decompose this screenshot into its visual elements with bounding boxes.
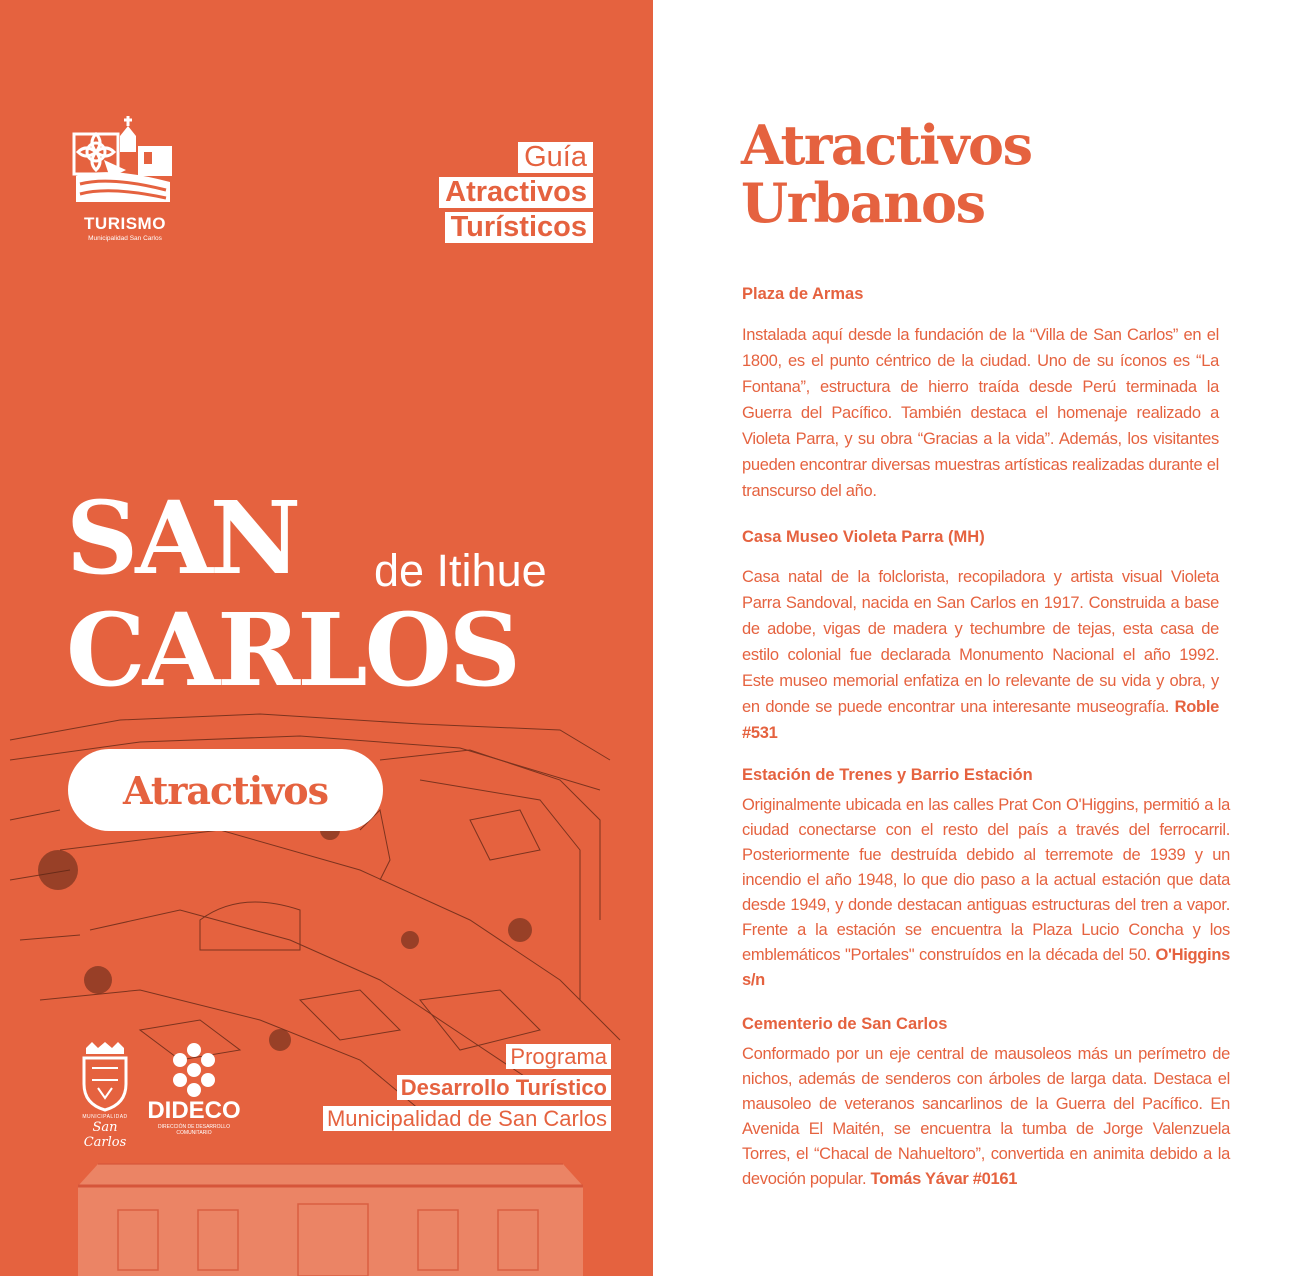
municipal-crest-icon (70, 1040, 140, 1112)
dideco-label (144, 1098, 244, 1136)
building-illustration (78, 1160, 583, 1276)
guide-label-stack (293, 142, 593, 247)
attraction-address: Roble #531 (742, 698, 1219, 742)
attraction-description (742, 793, 1230, 993)
turismo-brand: TURISMO (84, 214, 166, 233)
turismo-logo-icon (70, 112, 180, 212)
attraction-name: Cementerio de San Carlos (742, 1015, 948, 1033)
attraction-plaza-de-armas (742, 283, 1219, 504)
attraction-address: O'Higgins s/n (742, 946, 1230, 989)
cover-panel (0, 0, 653, 1276)
attraction-name: Estación de Trenes y Barrio Estación (742, 766, 1033, 784)
attraction-cementerio (742, 1013, 1230, 1192)
turismo-logo (70, 112, 180, 242)
attraction-description (742, 564, 1219, 746)
program-line-1: Programa (506, 1044, 611, 1069)
municipalidad-label (70, 1114, 140, 1150)
attraction-description (742, 322, 1219, 504)
attraction-text: Conformado por un eje central de mausoleos más un perímetro de nichos, además de senderos con árboles de larga data. Destaca el mausoleo de veteranos sancarlinos de la Guerra del Pacífico. En Avenida El Maitén, se encuentra la tumba de Jorge Valenzuela Torres, el “Chacal de Nahueltoro”, convertida en animita debido a la devoción popular. (742, 1045, 1230, 1188)
dideco-sub-1: DIRECCIÓN DE DESARROLLO (158, 1124, 230, 1130)
attraction-address: Tomás Yávar #0161 (870, 1170, 1018, 1188)
attraction-estacion-trenes (742, 764, 1230, 993)
attraction-name: Casa Museo Violeta Parra (MH) (742, 528, 985, 546)
guide-line-3: Turísticos (445, 212, 593, 243)
section-title-line-1: Atractivos (741, 113, 1032, 177)
attraction-text: Casa natal de la folclorista, recopiladora y artista visual Violeta Parra Sandoval, nacida en San Carlos en 1917. Construida a base de adobe, vigas de madera y techumbre de tejas, esta casa de estilo colonial fue declarada Monumento Nacional el año 1992. Este museo memorial enfatiza en lo relevante de su vida y obra, y en donde se puede encontrar una interesante museografía. (742, 568, 1219, 716)
title-carlos: CARLOS (66, 591, 518, 709)
attraction-text: Instalada aquí desde la fundación de la “Villa de San Carlos” en el 1800, es el punto céntrico de la ciudad. Uno de su íconos es “La Fontana”, estructura de hierro traída desde Perú terminada la Guerra del Pacífico. También destaca el homenaje realizado a Violeta Parra, y su obra “Gracias a la vida”. Además, los visitantes pueden encontrar diversas muestras artísticas realizadas durante el transcurso del año. (742, 326, 1219, 500)
dideco-name: DIDECO (147, 1097, 241, 1124)
dideco-hexagon-icon (164, 1042, 224, 1098)
municipalidad-script: San Carlos (83, 1120, 127, 1150)
attraction-description (742, 1042, 1230, 1192)
attraction-casa-museo (742, 526, 1219, 746)
title-de-itihue: de Itihue (374, 545, 547, 596)
turismo-subtitle: Municipalidad San Carlos (88, 235, 162, 242)
title-san: SAN (66, 479, 299, 597)
section-title-line-2: Urbanos (741, 171, 985, 235)
guide-line-2: Atractivos (439, 177, 593, 208)
guide-line-1: Guía (518, 142, 593, 173)
program-line-2: Desarrollo Turístico (397, 1075, 611, 1100)
program-label-stack (251, 1044, 611, 1137)
content-panel (653, 0, 1316, 1276)
attraction-text: Originalmente ubicada en las calles Prat Con O'Higgins, permitió a la ciudad conectarse con el resto del país a través del ferrocarril. Posteriormente fue destruída debido al terremote de 1939 y un incendio el año 1948, lo que dio paso a la actual estación que data desde 1949, y donde destacan antiguas estructuras del tren a vapor. Frente a la estación se encuentra la Plaza Lucio Concha y los emblemáticos "Portales" construídos en la década del 50. (742, 796, 1230, 964)
program-line-3: Municipalidad de San Carlos (323, 1106, 611, 1131)
attraction-name: Plaza de Armas (742, 285, 864, 303)
institution-logos (70, 1040, 260, 1150)
dideco-sub-2: COMUNITARIO (176, 1130, 212, 1136)
municipalidad-small: MUNICIPALIDAD (82, 1114, 128, 1120)
atractivos-pill: Atractivos (68, 749, 383, 831)
section-title (741, 113, 1032, 235)
